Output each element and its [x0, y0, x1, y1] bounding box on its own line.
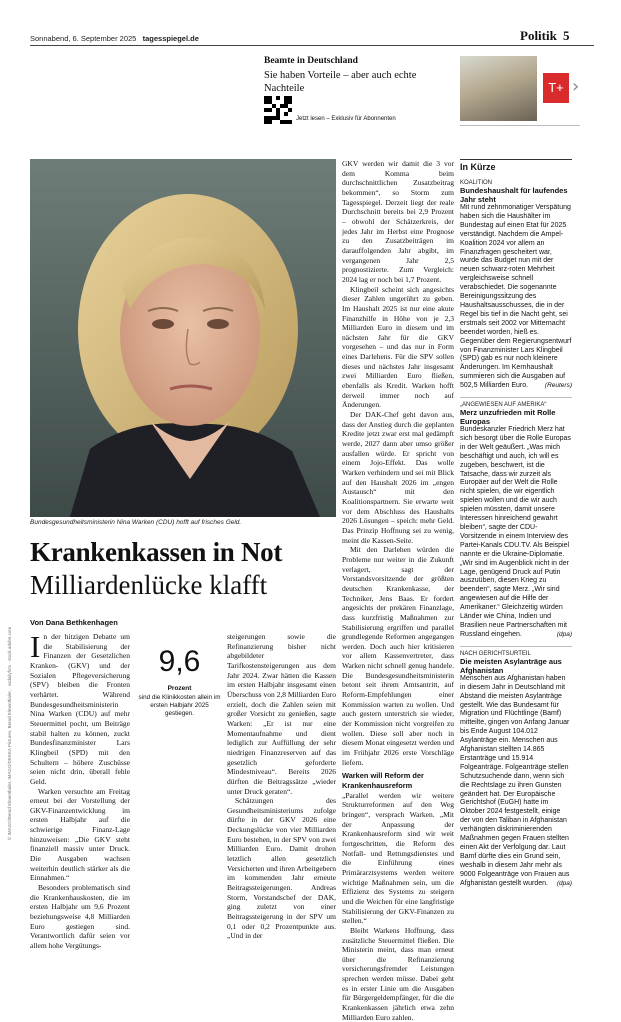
news-source: (dpa) — [556, 879, 572, 887]
article-paragraph: GKV werden wir damit die 3 vor dem Komma beim durchschnittlichen Zusatzbeitrag bekommen“, so Storm zum Tagesspiegel. Derzeit liegt der reale Durchschnitt bereits bei 2,9 Prozent – obwohl der Schätzerkreis, der jedes Jahr im Herbst eine Prognose zu den Zusatzbeiträgen im darauffolgenden Jahr abgibt, im vergangenen Jahr 2,5 prognostizierte. Zum Vergleich: 2024 lag er noch bei 1,7 Prozent. — [342, 159, 454, 284]
drop-cap: I — [30, 629, 41, 664]
article-paragraph: Bleibt Warkens Hoffnung, dass zusätzliche Steuermittel fließen. Die Ministerin meint, dass man erneut über die Refinanzierung versicherungsfremder Leistungen sprechen werden müsse. Dabei geht es in erster Linie um die Ausgaben für Bürgergeldempfänger, für die die Krankenkassen jährlich etwa zehn Milliarden Euro zahlen. — [342, 925, 454, 1022]
stat-label: Prozent — [167, 685, 192, 692]
qr-code-icon[interactable] — [264, 96, 292, 124]
article-paragraph: Klingbeil scheint sich angesichts dieser Zahlen ungerührt zu geben. Im Haushalt 2025 ist nur eine akute Finanzhilfe in Höhe von je 2,3 Milliarden Euro in diesem und im nächsten Jahr für die GKV vorgesehen – und das nur in Form eines Darlehens. Für die SPV sollen dieses und nächstes Jahr insgesamt zwei Milliarden Euro fließen, ebenfalls als Kredit. Warken hofft derweil immer noch auf Änderungen. — [342, 284, 454, 410]
article-photo — [30, 159, 336, 517]
article-paragraph: Warken versuchte am Freitag erneut bei der Vorstellung der GKV-Finanzentwicklung im ersten Halbjahr auf die schwierige Finanz-Lage hinzuweisen: „Die GKV steht finanziell massiv unter Druck. Die Ausgaben wachsen weiterhin deutlich stärker als die Einnahmen.“ — [30, 786, 130, 883]
news-kicker: KOALITION — [460, 180, 493, 186]
page-number: 5 — [563, 28, 570, 43]
article-paragraph: Der DAK-Chef geht davon aus, dass der Anstieg durch die geplanten Kredite jetzt zwar erst mal gedämpft werde, 2027 dann aber umso größer ausfallen würde. Er spricht von einem Jojo-Effekt. Das wolle Warken verhindern und sei mit Blick auf den Haushalt 2026 im „engen Austausch“ mit den Koalitionspartnern. Sie erwarte weit vor dem Abschluss des Haushalts 2026 Lösungen – speich: mehr Geld. Das Prinzip Hoffnung sei zu wenig, meint die Kassen-Seite. — [342, 410, 454, 545]
article-byline: Von Dana Bethkenhagen — [30, 618, 118, 627]
tplus-badge: T+ — [543, 73, 569, 103]
photo-credit: © IMAGO/Bernd Elmenthaler, IMAGO/DEKKA Pictures, Bernd Elmenthaler, · vsdailyfoto · stock.adobe.com — [7, 626, 12, 840]
article-headline: Krankenkassen in Not — [30, 537, 283, 567]
promo-image[interactable] — [460, 56, 537, 121]
news-source: (Reuters) — [544, 382, 572, 390]
news-kicker: „ANGEWIESEN AUF AMERIKA“ — [460, 397, 572, 408]
news-source: (dpa) — [556, 630, 572, 638]
issue-date: Sonnabend, 6. September 2025 — [30, 34, 137, 43]
header-divider — [30, 45, 594, 46]
photo-caption: Bundesgesundheitsministerin Nina Warken (CDU) hofft auf frisches Geld. — [30, 519, 242, 526]
article-paragraph: „Parallel werden wir weitere Strukturreformen auf den Weg bringen“, versprach Warken. „Mit der Anpassung der Krankenhausreform sind wir weit fortgeschritten, die Reform des Notfall- und Rettungsdienstes und die Einführung eines Primärarztsystems werden weitere wichtige Maßnahmen sein, um die Effizienz des Systems zu steigern und die Weichen für eine langfristige Stabilisierung der GKV-Finanzen zu stellen.“ — [342, 790, 454, 926]
article-paragraph: Besonders problematisch sind die Krankenhauskosten, die im ersten Halbjahr um 9,6 Prozent beziehungsweise 4,8 Milliarden Euro gestiegen sind. Verantwortlich dafür seien vor allem hohe Vergütungs- — [30, 883, 130, 950]
in-kuerze-sidebar — [460, 159, 572, 887]
article-paragraph: In der hitzigen Debatte um die Stabilisierung der Finanzen der Gesetzlichen Kranken- (GKV) und der Sozialen Pflegeversicherung (SPV) bleiben die Fronten verhärtet. Während Bundesgesundheitsministerin Nina Warken (CDU) auf mehr Steuermittel pocht, um Beiträge stabil halten zu können, zuckt Bundesfinanzminister Lars Klingbeil (SPD) mit den Schultern – höhere Zuschüsse seien nicht drin, überall fehle Geld. — [30, 629, 130, 786]
section-title: Politik — [520, 28, 557, 43]
stat-box — [137, 645, 222, 718]
promo-cta-link[interactable]: Jetzt lesen – Exklusiv für Abonnenten — [296, 116, 396, 122]
news-kicker: NACH GERICHTSURTEIL — [460, 646, 572, 657]
article-paragraph: Mit den Darlehen würden die Probleme nur weiter in die Zukunft verlagert, sagt der Vorstandsvorsitzende der größten deutschen Krankenkasse, der Techniker, Jens Baas. Er fordert angesichts der prekären Finanzlage, dass kurzfristig Maßnahmen zur Stabilisierung ergriffen und parallel grundlegende Reformen angegangen werden. Doch auch hier kritisieren vor allem Kassenvertreter, dass Warken nicht schnell genug handele. Die Bundesgesundheitsministerin betont seit ihrem Amtsantritt, auf Reform-Empfehlungen einer Kommission warten zu wollen. Und auch gestern unterstrich sie wieder, der Kommission nicht vorgreifen zu wollen. Diese soll aber noch in diesem Monat eingesetzt werden und im Frühjahr 2026 erste Vorschläge liefern. — [342, 545, 454, 767]
site-name: tagesspiegel.de — [142, 34, 199, 43]
article-subhead: Warken will Reform der Krankenhausreform — [342, 771, 424, 790]
news-body: Bundeskanzler Friedrich Merz hat sich besorgt über die Rolle Europas in der Welt geäußert. „Was mich beschäftigt und auch, ich will es zugeben, beschwert, ist die Tatsache, dass wir zurzeit als Europäer auf der Welt die Rolle nicht spielen, die wir eigentlich spielen wollen und die wir auch spielen müssten, damit unsere Interessen hinreichend gewahrt bleiben“, sagte der CDU-Vorsitzende in einem Interview des Partei-Kanals CDU.TV. Als Beispiel nannte er die Ukraine-Diplomatie. „Wir sind im Augenblick nicht in der Lage, genügend Druck auf Putin auszuüben, diesen Krieg zu beenden“, sagte Merz. „Wir sind angewiesen auf die Hilfe der Amerikaner.“ Gleichzeitig würden Länder wie China, Indien und Brasilien neue Partnerschaften mit Russland eingehen. (dpa) — [460, 426, 572, 638]
news-body: Mit rund zehnmonatiger Verspätung haben sich die Haushälter im Bundestag auf einen Etat für 2025 verständigt. Nachdem die Ampel-Koalition 2024 vor allem an Finanzfragen gescheitert war, wurde das Budget nun mit der neuen schwarz-roten Mehrheit vergleichsweise schnell verabschiedet. Die sogenannte Bereinigungssitzung des Haushaltsausschusses, die in der Regel bis tief in die Nacht geht, sei erstmals seit 2002 vor Mitternacht beendet worden, hieß es. Gegenüber dem Regierungsentwurf von Finanzminister Lars Klingbeil (SPD) gab es nur noch kleinere Änderungen. Im Kernhaushalt summieren sich die Ausgaben auf 502,5 Milliarden Euro. (Reuters) — [460, 204, 572, 390]
sidebar-title: In Kürze — [460, 159, 572, 172]
stat-value: 9,6 — [158, 645, 201, 678]
article-column-2 — [227, 632, 336, 941]
article-subheadline: Milliardenlücke klafft — [30, 570, 268, 600]
promo-divider — [460, 125, 580, 126]
news-title: Die meisten Asylanträge aus Afghanistan — [460, 656, 562, 675]
chevron-right-icon[interactable]: › — [572, 76, 580, 97]
article-paragraph: steigerungen sowie die Refinanzierung bisher nicht abgebildeter Tarifkostensteigerungen aus dem Jahr 2024. Zwar hätten die Kassen im ersten Halbjahr insgesamt einen Überschuss von 2,8 Milliarden Euro erzielt, doch die Zahlen seien mit großer Vorsicht zu genießen, sagte Warken: „Er ist nur eine Momentaufnahme und dient lediglich zur Auffüllung der sehr niedrigen Finanzreserven auf das gesetzlich geforderte Mindestniveau“. Bereits 2026 dürften die Beitragssätze „wieder unter Druck geraten“. — [227, 632, 336, 796]
promo-title[interactable]: Beamte in Deutschland — [264, 56, 358, 66]
news-title: Merz unzufrieden mit Rolle Europas — [460, 408, 556, 427]
news-title: Bundeshaushalt für laufendes Jahr steht — [460, 186, 568, 204]
portrait-illustration — [30, 159, 336, 517]
news-body: Menschen aus Afghanistan haben in diesem Jahr in Deutschland mit Abstand die meisten Asylanträge gestellt. Wie das Bundesamt für Migration und Flüchtlinge (Bamf) mitteilte, gingen von Anfang Januar bis Ende August 104.012 Asylanträge ein. Menschen aus Afghanistan stellten 14.865 Erstanträge und 15.914 Folgeanträge. Folgeanträge stellen Schutzsuchende dann, wenn sich die Rechtslage zu ihren Gunsten geändert hat. Der Europäische Gerichtshof (EuGH) hatte im Oktober 2024 festgestellt, einige der von den Taliban in Afghanistan verhängten diskriminierenden Maßnahmen gegen Frauen stellten einen Akt der Verfolgung dar. Laut Bamf dürfte dies ein Grund sein, weshalb in diesem Jahr mehr als 9000 Folgeanträge von Frauen aus Afghanistan gestellt wurden. (dpa) — [460, 674, 572, 887]
stat-description: sind die Klinikkosten allein im ersten Halbjahr 2025 gestiegen. — [138, 694, 221, 717]
article-column-3 — [342, 159, 454, 1022]
article-column-1 — [30, 629, 130, 950]
promo-subtitle[interactable]: Sie haben Vorteile – aber auch echte Nachteile — [264, 70, 417, 94]
masthead-date-line — [30, 34, 199, 43]
article-paragraph: Schätzungen des Gesundheitsministeriums zufolge dürfte in der GKV 2026 eine Deckungslücke von vier Milliarden Euro bestehen, in der SPV von zwei Milliarden Euro. Damit drohen letztlich allen gesetzlich Versicherten und ihren Arbeitgebern im kommenden Jahr erneute Beitragssteigerungen. Andreas Storm, Vorstandschef der DAK, ging zuletzt von einer Beitragssteigerung in der SPV um 0,1 oder 0,2 Prozentpunkte aus. „Und in der — [227, 796, 336, 941]
